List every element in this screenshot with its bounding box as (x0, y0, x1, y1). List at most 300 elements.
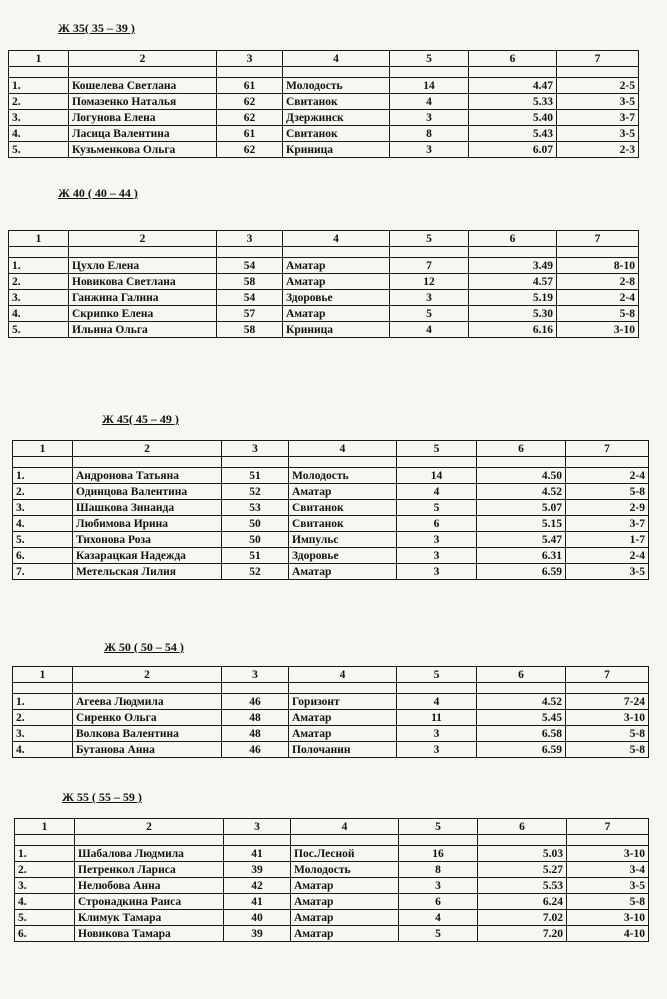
row-number: 5. (9, 142, 69, 158)
result-time: 5.27 (478, 862, 567, 878)
athlete-name: Андронова Татьяна (73, 468, 222, 484)
result-time: 4.47 (469, 78, 557, 94)
row-number: 7. (13, 564, 73, 580)
row-number: 2. (13, 484, 73, 500)
blank-cell (397, 683, 477, 694)
table-row (15, 846, 649, 862)
athlete-name: Скрипко Елена (69, 306, 217, 322)
club-name: Молодость (283, 78, 390, 94)
table-row (13, 532, 649, 548)
club-name: Аматар (291, 878, 399, 894)
table-row (13, 710, 649, 726)
column-header: 2 (73, 667, 222, 683)
table-header-row (15, 819, 649, 835)
result-time: 5.43 (469, 126, 557, 142)
column-header: 3 (217, 231, 283, 247)
age-group-title: Ж 55 ( 55 – 59 ) (62, 790, 142, 804)
blank-cell (478, 835, 567, 846)
column-header: 7 (557, 51, 639, 67)
blank-cell (15, 835, 75, 846)
club-name: Пос.Лесной (291, 846, 399, 862)
position-count: 5 (399, 926, 478, 942)
club-name: Аматар (291, 910, 399, 926)
club-name: Аматар (283, 274, 390, 290)
split-range: 3-10 (567, 910, 649, 926)
table-row (9, 94, 639, 110)
birth-year: 39 (224, 926, 291, 942)
table-row (9, 322, 639, 338)
split-range: 7-24 (566, 694, 649, 710)
column-header: 3 (222, 667, 289, 683)
blank-cell (390, 67, 469, 78)
athlete-name: Кузьменкова Ольга (69, 142, 217, 158)
club-name: Аматар (291, 926, 399, 942)
result-time: 6.58 (477, 726, 566, 742)
column-header: 5 (399, 819, 478, 835)
birth-year: 52 (222, 564, 289, 580)
results-table (12, 666, 649, 758)
column-header: 5 (390, 51, 469, 67)
column-header: 4 (289, 667, 397, 683)
blank-cell (217, 247, 283, 258)
blank-cell (557, 247, 639, 258)
result-time: 5.30 (469, 306, 557, 322)
club-name: Аматар (289, 726, 397, 742)
table-row (13, 564, 649, 580)
column-header: 6 (469, 51, 557, 67)
result-time: 4.52 (477, 484, 566, 500)
row-number: 4. (9, 306, 69, 322)
club-name: Горизонт (289, 694, 397, 710)
table-row (9, 290, 639, 306)
athlete-name: Метельская Лилия (73, 564, 222, 580)
position-count: 3 (397, 564, 477, 580)
result-time: 6.16 (469, 322, 557, 338)
result-time: 6.07 (469, 142, 557, 158)
results-table (12, 440, 649, 580)
athlete-name: Цухло Елена (69, 258, 217, 274)
split-range: 3-10 (557, 322, 639, 338)
split-range: 3-5 (566, 564, 649, 580)
position-count: 7 (390, 258, 469, 274)
result-time: 5.53 (478, 878, 567, 894)
position-count: 3 (390, 110, 469, 126)
birth-year: 46 (222, 742, 289, 758)
blank-cell (73, 683, 222, 694)
birth-year: 58 (217, 274, 283, 290)
row-number: 3. (13, 726, 73, 742)
table-row (13, 742, 649, 758)
results-table (8, 230, 639, 338)
blank-cell (477, 683, 566, 694)
result-time: 5.45 (477, 710, 566, 726)
athlete-name: Бутанова Анна (73, 742, 222, 758)
birth-year: 50 (222, 532, 289, 548)
club-name: Криница (283, 322, 390, 338)
age-group-title: Ж 35( 35 – 39 ) (58, 21, 135, 35)
blank-cell (566, 457, 649, 468)
athlete-name: Шашкова Зинаида (73, 500, 222, 516)
birth-year: 62 (217, 142, 283, 158)
result-time: 6.24 (478, 894, 567, 910)
blank-cell (73, 457, 222, 468)
results-table (14, 818, 649, 942)
blank-row (9, 247, 639, 258)
column-header: 1 (13, 667, 73, 683)
age-group-title: Ж 45( 45 – 49 ) (102, 412, 179, 426)
club-name: Свитанок (283, 94, 390, 110)
column-header: 5 (397, 667, 477, 683)
row-number: 1. (9, 78, 69, 94)
club-name: Свитанок (289, 500, 397, 516)
position-count: 3 (397, 726, 477, 742)
result-time: 6.31 (477, 548, 566, 564)
column-header: 6 (469, 231, 557, 247)
result-time: 5.47 (477, 532, 566, 548)
table-row (15, 894, 649, 910)
result-time: 5.19 (469, 290, 557, 306)
column-header: 2 (73, 441, 222, 457)
split-range: 5-8 (566, 742, 649, 758)
club-name: Здоровье (289, 548, 397, 564)
birth-year: 58 (217, 322, 283, 338)
column-header: 1 (15, 819, 75, 835)
position-count: 4 (390, 94, 469, 110)
club-name: Здоровье (283, 290, 390, 306)
split-range: 4-10 (567, 926, 649, 942)
blank-cell (289, 457, 397, 468)
birth-year: 62 (217, 94, 283, 110)
birth-year: 50 (222, 516, 289, 532)
result-time: 3.49 (469, 258, 557, 274)
athlete-name: Любимова Ирина (73, 516, 222, 532)
birth-year: 39 (224, 862, 291, 878)
birth-year: 57 (217, 306, 283, 322)
position-count: 5 (397, 500, 477, 516)
athlete-name: Волкова Валентина (73, 726, 222, 742)
table-row (15, 926, 649, 942)
birth-year: 53 (222, 500, 289, 516)
column-header: 1 (9, 51, 69, 67)
blank-cell (69, 67, 217, 78)
blank-cell (399, 835, 478, 846)
athlete-name: Новикова Тамара (75, 926, 224, 942)
athlete-name: Климук Тамара (75, 910, 224, 926)
row-number: 1. (13, 694, 73, 710)
age-group-title: Ж 40 ( 40 – 44 ) (58, 186, 138, 200)
split-range: 1-7 (566, 532, 649, 548)
result-time: 7.20 (478, 926, 567, 942)
position-count: 14 (390, 78, 469, 94)
blank-cell (283, 67, 390, 78)
birth-year: 61 (217, 126, 283, 142)
row-number: 3. (13, 500, 73, 516)
birth-year: 51 (222, 468, 289, 484)
club-name: Аматар (289, 710, 397, 726)
position-count: 8 (399, 862, 478, 878)
blank-cell (217, 67, 283, 78)
column-header: 5 (397, 441, 477, 457)
result-time: 5.03 (478, 846, 567, 862)
birth-year: 40 (224, 910, 291, 926)
blank-cell (222, 457, 289, 468)
birth-year: 52 (222, 484, 289, 500)
column-header: 3 (224, 819, 291, 835)
result-time: 5.40 (469, 110, 557, 126)
row-number: 2. (9, 94, 69, 110)
athlete-name: Тихонова Роза (73, 532, 222, 548)
column-header: 6 (477, 441, 566, 457)
blank-row (13, 683, 649, 694)
result-time: 6.59 (477, 564, 566, 580)
table-row (9, 274, 639, 290)
split-range: 3-5 (557, 94, 639, 110)
position-count: 3 (390, 290, 469, 306)
column-header: 7 (566, 667, 649, 683)
position-count: 3 (397, 742, 477, 758)
blank-cell (69, 247, 217, 258)
athlete-name: Нелюбова Анна (75, 878, 224, 894)
result-time: 5.07 (477, 500, 566, 516)
table-row (9, 110, 639, 126)
club-name: Молодость (291, 862, 399, 878)
club-name: Аматар (291, 894, 399, 910)
club-name: Аматар (283, 258, 390, 274)
split-range: 5-8 (567, 894, 649, 910)
blank-cell (291, 835, 399, 846)
athlete-name: Кошелева Светлана (69, 78, 217, 94)
split-range: 2-5 (557, 78, 639, 94)
split-range: 2-9 (566, 500, 649, 516)
table-row (15, 878, 649, 894)
split-range: 5-8 (557, 306, 639, 322)
row-number: 4. (9, 126, 69, 142)
birth-year: 51 (222, 548, 289, 564)
club-name: Свитанок (283, 126, 390, 142)
club-name: Аматар (289, 564, 397, 580)
table-header-row (9, 51, 639, 67)
column-header: 4 (283, 51, 390, 67)
result-time: 5.33 (469, 94, 557, 110)
athlete-name: Стронадкина Раиса (75, 894, 224, 910)
position-count: 12 (390, 274, 469, 290)
club-name: Криница (283, 142, 390, 158)
athlete-name: Казарацкая Надежда (73, 548, 222, 564)
split-range: 3-7 (557, 110, 639, 126)
column-header: 4 (289, 441, 397, 457)
athlete-name: Новикова Светлана (69, 274, 217, 290)
row-number: 2. (9, 274, 69, 290)
blank-cell (289, 683, 397, 694)
position-count: 4 (397, 694, 477, 710)
table-row (13, 726, 649, 742)
row-number: 2. (13, 710, 73, 726)
athlete-name: Агеева Людмила (73, 694, 222, 710)
column-header: 2 (69, 231, 217, 247)
table-row (15, 862, 649, 878)
column-header: 1 (13, 441, 73, 457)
split-range: 3-7 (566, 516, 649, 532)
row-number: 2. (15, 862, 75, 878)
column-header: 3 (217, 51, 283, 67)
table-row (9, 78, 639, 94)
blank-row (9, 67, 639, 78)
club-name: Аматар (283, 306, 390, 322)
birth-year: 48 (222, 726, 289, 742)
blank-cell (9, 247, 69, 258)
blank-cell (397, 457, 477, 468)
position-count: 3 (397, 532, 477, 548)
table-row (9, 126, 639, 142)
row-number: 1. (9, 258, 69, 274)
position-count: 3 (399, 878, 478, 894)
athlete-name: Ласица Валентина (69, 126, 217, 142)
table-row (13, 500, 649, 516)
blank-row (15, 835, 649, 846)
row-number: 5. (15, 910, 75, 926)
blank-cell (13, 457, 73, 468)
column-header: 2 (69, 51, 217, 67)
column-header: 7 (557, 231, 639, 247)
table-row (13, 516, 649, 532)
position-count: 16 (399, 846, 478, 862)
column-header: 5 (390, 231, 469, 247)
row-number: 4. (13, 516, 73, 532)
blank-cell (224, 835, 291, 846)
table-header-row (13, 441, 649, 457)
row-number: 4. (15, 894, 75, 910)
blank-cell (283, 247, 390, 258)
athlete-name: Логунова Елена (69, 110, 217, 126)
blank-cell (469, 247, 557, 258)
athlete-name: Шабалова Людмила (75, 846, 224, 862)
table-row (13, 548, 649, 564)
position-count: 5 (390, 306, 469, 322)
split-range: 2-4 (566, 468, 649, 484)
column-header: 4 (283, 231, 390, 247)
row-number: 3. (15, 878, 75, 894)
split-range: 2-4 (566, 548, 649, 564)
birth-year: 54 (217, 258, 283, 274)
row-number: 5. (9, 322, 69, 338)
result-time: 7.02 (478, 910, 567, 926)
position-count: 4 (399, 910, 478, 926)
club-name: Импульс (289, 532, 397, 548)
split-range: 3-5 (557, 126, 639, 142)
blank-row (13, 457, 649, 468)
position-count: 11 (397, 710, 477, 726)
column-header: 7 (567, 819, 649, 835)
split-range: 2-3 (557, 142, 639, 158)
club-name: Дзержинск (283, 110, 390, 126)
age-group-title: Ж 50 ( 50 – 54 ) (104, 640, 184, 654)
birth-year: 46 (222, 694, 289, 710)
split-range: 2-8 (557, 274, 639, 290)
athlete-name: Ильина Ольга (69, 322, 217, 338)
table-row (13, 694, 649, 710)
split-range: 2-4 (557, 290, 639, 306)
blank-cell (469, 67, 557, 78)
row-number: 3. (9, 110, 69, 126)
birth-year: 42 (224, 878, 291, 894)
blank-cell (13, 683, 73, 694)
athlete-name: Ганжина Галина (69, 290, 217, 306)
blank-cell (557, 67, 639, 78)
split-range: 5-8 (566, 484, 649, 500)
blank-cell (566, 683, 649, 694)
birth-year: 62 (217, 110, 283, 126)
birth-year: 61 (217, 78, 283, 94)
column-header: 3 (222, 441, 289, 457)
athlete-name: Одинцова Валентина (73, 484, 222, 500)
row-number: 1. (15, 846, 75, 862)
result-time: 4.52 (477, 694, 566, 710)
position-count: 3 (390, 142, 469, 158)
blank-cell (9, 67, 69, 78)
row-number: 5. (13, 532, 73, 548)
row-number: 4. (13, 742, 73, 758)
table-row (13, 468, 649, 484)
row-number: 6. (15, 926, 75, 942)
club-name: Полочанин (289, 742, 397, 758)
position-count: 8 (390, 126, 469, 142)
position-count: 3 (397, 548, 477, 564)
split-range: 3-10 (567, 846, 649, 862)
athlete-name: Сиренко Ольга (73, 710, 222, 726)
column-header: 1 (9, 231, 69, 247)
club-name: Свитанок (289, 516, 397, 532)
birth-year: 41 (224, 846, 291, 862)
split-range: 5-8 (566, 726, 649, 742)
blank-cell (75, 835, 224, 846)
position-count: 4 (397, 484, 477, 500)
blank-cell (477, 457, 566, 468)
table-row (15, 910, 649, 926)
result-time: 4.57 (469, 274, 557, 290)
athlete-name: Помазенко Наталья (69, 94, 217, 110)
result-time: 5.15 (477, 516, 566, 532)
results-table (8, 50, 639, 158)
column-header: 6 (477, 667, 566, 683)
table-row (13, 484, 649, 500)
club-name: Аматар (289, 484, 397, 500)
table-row (9, 142, 639, 158)
row-number: 3. (9, 290, 69, 306)
split-range: 3-4 (567, 862, 649, 878)
blank-cell (567, 835, 649, 846)
column-header: 6 (478, 819, 567, 835)
split-range: 8-10 (557, 258, 639, 274)
table-row (9, 258, 639, 274)
column-header: 4 (291, 819, 399, 835)
column-header: 2 (75, 819, 224, 835)
position-count: 4 (390, 322, 469, 338)
split-range: 3-5 (567, 878, 649, 894)
blank-cell (390, 247, 469, 258)
result-time: 4.50 (477, 468, 566, 484)
result-time: 6.59 (477, 742, 566, 758)
row-number: 1. (13, 468, 73, 484)
table-header-row (9, 231, 639, 247)
birth-year: 54 (217, 290, 283, 306)
position-count: 6 (397, 516, 477, 532)
birth-year: 48 (222, 710, 289, 726)
athlete-name: Петренкол Лариса (75, 862, 224, 878)
birth-year: 41 (224, 894, 291, 910)
table-header-row (13, 667, 649, 683)
club-name: Молодость (289, 468, 397, 484)
position-count: 14 (397, 468, 477, 484)
